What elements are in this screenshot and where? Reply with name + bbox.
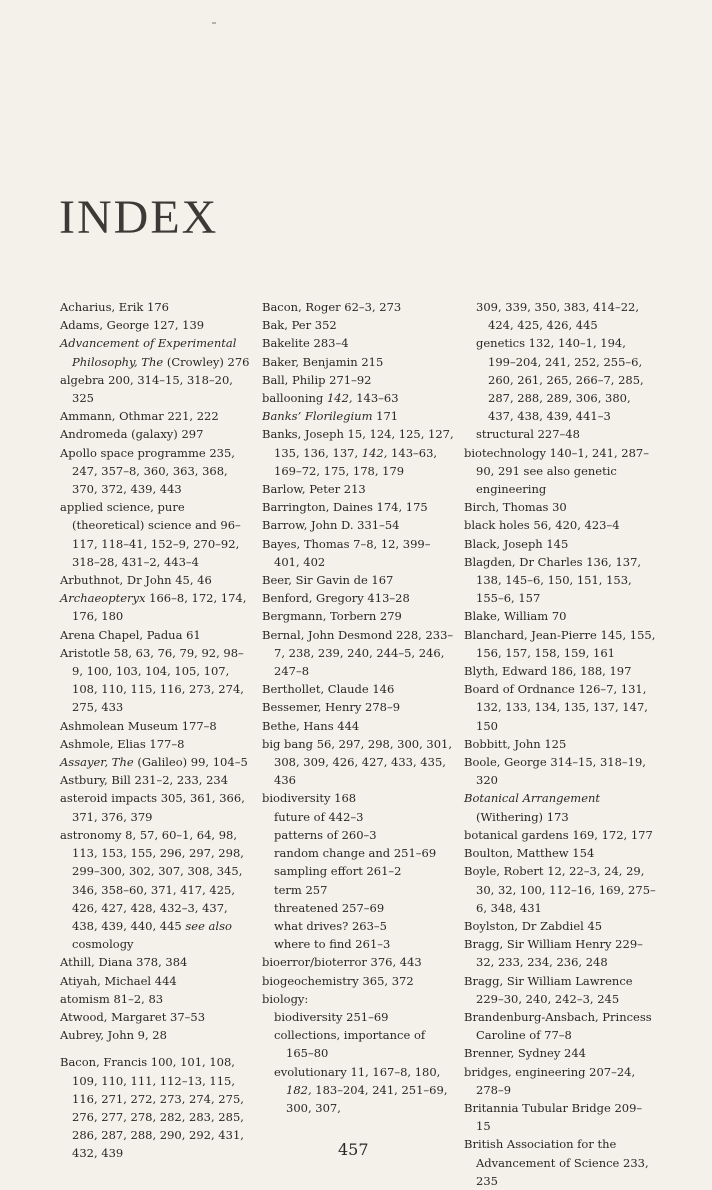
index-subentry: [262, 935, 454, 953]
entry-text: sampling effort 261–2: [274, 864, 402, 879]
index-entry: [464, 607, 656, 625]
entry-text: big bang 56, 297, 298, 300, 301, 308, 309, 426, 427, 433, 435, 436: [262, 736, 453, 788]
index-entry: [60, 371, 252, 407]
entry-text: random change and 251–69: [274, 846, 437, 861]
index-entry: [262, 480, 454, 498]
entry-text: Barlow, Peter 213: [262, 482, 366, 497]
entry-text: Bragg, Sir William Lawrence 229–30, 240, 242–3, 245: [464, 973, 633, 1006]
entry-italic-text: Advancement of Experimental: [60, 336, 237, 351]
entry-text: Ball, Philip 271–92: [262, 372, 372, 387]
index-subentry: [262, 899, 454, 917]
index-entry: [464, 826, 656, 844]
index-subentry: [262, 844, 454, 862]
index-entry: [262, 371, 454, 389]
index-entry: [464, 917, 656, 935]
entry-italic-text: 182,: [286, 1082, 312, 1097]
index-entry: [464, 844, 656, 862]
entry-text: Benford, Gregory 413–28: [262, 591, 410, 606]
index-entry: [262, 298, 454, 316]
index-entry: [262, 407, 454, 425]
entry-text: Bacon, Roger 62–3, 273: [262, 300, 402, 314]
index-entry: [464, 498, 656, 516]
entry-text: Beer, Sir Gavin de 167: [262, 573, 394, 588]
entry-text: British Association for the Advancement of Science 233, 235: [464, 1137, 649, 1188]
entry-text: ballooning: [262, 391, 327, 406]
index-column-3: [464, 298, 656, 1190]
index-entry: [60, 571, 252, 589]
index-subentry: [60, 353, 252, 371]
entry-text: Ashmolean Museum 177–8: [60, 718, 217, 733]
entry-text: Bernal, John Desmond 228, 233–7, 238, 239, 240, 244–5, 246, 247–8: [262, 627, 454, 679]
entry-text: Barrow, John D. 331–54: [262, 518, 400, 533]
entry-text: Baker, Benjamin 215: [262, 354, 384, 369]
index-entry: [464, 535, 656, 553]
index-entry: [262, 334, 454, 352]
entry-text: Barrington, Daines 174, 175: [262, 500, 428, 515]
index-entry: [464, 662, 656, 680]
index-entry: [262, 972, 454, 990]
entry-text: bioerror/bioterror 376, 443: [262, 955, 422, 970]
entry-text: Board of Ordnance 126–7, 131, 132, 133, 134, 135, 137, 147, 150: [464, 682, 648, 733]
entry-text: Aubrey, John 9, 28: [60, 1028, 167, 1043]
entry-text: Athill, Diana 378, 384: [60, 955, 188, 970]
entry-text: 183–204, 241, 251–69, 300, 307,: [286, 1082, 448, 1115]
entry-text: Brenner, Sydney 244: [464, 1046, 586, 1061]
index-subentry: [262, 826, 454, 844]
entry-text: Birch, Thomas 30: [464, 500, 567, 515]
entry-text: Blagden, Dr Charles 136, 137, 138, 145–6, 150, 151, 153, 155–6, 157: [464, 554, 642, 606]
entry-text: Adams, George 127, 139: [60, 318, 205, 333]
entry-text: Bobbitt, John 125: [464, 736, 567, 751]
index-entry: [262, 680, 454, 698]
index-entry: [60, 717, 252, 735]
entry-text: biodiversity 168: [262, 791, 357, 806]
ink-mark: [212, 22, 216, 24]
entry-text: where to find 261–3: [274, 937, 391, 952]
entry-text: Blake, William 70: [464, 609, 567, 624]
index-entry: [60, 771, 252, 789]
index-entry: [60, 990, 252, 1008]
index-entry: [262, 353, 454, 371]
page-title: INDEX: [59, 191, 219, 245]
entry-text: (Galileo) 99, 104–5: [133, 755, 248, 770]
entry-italic-text: 142,: [326, 391, 353, 406]
entry-text: 143–63, 169–72, 175, 178, 179: [274, 445, 438, 478]
index-entry: [262, 735, 454, 790]
entry-text: Apollo space programme 235, 247, 357–8, 360, 363, 368, 370, 372, 439, 443: [60, 445, 235, 497]
entry-text: what drives? 263–5: [274, 918, 387, 933]
entry-text: asteroid impacts 305, 361, 366, 371, 376, 379: [60, 791, 245, 824]
index-entry: [262, 717, 454, 735]
index-entry: [60, 444, 252, 499]
entry-text: Boulton, Matthew 154: [464, 846, 595, 861]
index-subentry: [262, 808, 454, 826]
index-entry: [262, 953, 454, 971]
entry-italic-text: Assayer, The: [60, 755, 134, 770]
index-entry: [262, 516, 454, 534]
entry-text: Blanchard, Jean-Pierre 145, 155, 156, 157, 158, 159, 161: [464, 627, 656, 660]
index-entry: [262, 698, 454, 716]
entry-text: Bacon, Francis 100, 101, 108, 109, 110, 111, 112–13, 115, 116, 271, 272, 273, 274, 275, 276, 277, 278, 282, 283, 285, 286, 287, 288, 290, 292, 431, 432, 439: [60, 1055, 244, 1161]
entry-text: (Withering) 173: [476, 809, 569, 824]
entry-text: Bayes, Thomas 7–8, 12, 399–401, 402: [262, 536, 431, 569]
index-entry: [60, 1053, 252, 1162]
index-entry: [60, 1008, 252, 1026]
index-entry: [464, 680, 656, 735]
entry-text: Acharius, Erik 176: [60, 300, 169, 314]
index-entry: [464, 935, 656, 971]
index-subentry: [262, 1063, 454, 1118]
index-entry: [60, 498, 252, 571]
index-entry: [60, 407, 252, 425]
index-subentry: [464, 808, 656, 826]
index-entry: [60, 626, 252, 644]
index-entry: [60, 334, 252, 352]
entry-italic-text: Banks’ Florilegium: [262, 409, 373, 424]
entry-text: Bak, Per 352: [262, 318, 337, 333]
index-entry: [464, 1099, 656, 1135]
entry-text: Boylston, Dr Zabdiel 45: [464, 918, 603, 933]
index-entry: [464, 1044, 656, 1062]
index-entry: [464, 972, 656, 1008]
entry-text: Arbuthnot, Dr John 45, 46: [60, 573, 212, 588]
entry-text: collections, importance of 165–80: [274, 1028, 426, 1061]
entry-text: Boole, George 314–15, 318–19, 320: [464, 755, 646, 788]
entry-text: Bergmann, Torbern 279: [262, 609, 402, 624]
index-entry: [60, 972, 252, 990]
index-entry: [262, 498, 454, 516]
entry-text: threatened 257–69: [274, 900, 385, 915]
entry-text: Astbury, Bill 231–2, 233, 234: [60, 773, 229, 788]
index-entry: [60, 826, 252, 953]
index-entry: [464, 516, 656, 534]
entry-text: Berthollet, Claude 146: [262, 682, 395, 697]
entry-text: future of 442–3: [274, 809, 364, 824]
index-entry: [464, 789, 656, 807]
entry-text: Bethe, Hans 444: [262, 718, 360, 733]
index-entry: [262, 990, 454, 1008]
entry-text: Banks, Joseph 15, 124, 125, 127, 135, 136, 137,: [262, 427, 454, 460]
index-subentry: [262, 862, 454, 880]
index-entry: [60, 644, 252, 717]
entry-text: Atwood, Margaret 37–53: [60, 1009, 206, 1024]
entry-text: algebra 200, 314–15, 318–20, 325: [60, 372, 233, 406]
entry-italic-text: Philosophy, The: [72, 354, 164, 369]
index-entry: [464, 1008, 656, 1044]
entry-text: 171: [372, 409, 399, 424]
entry-text: Ashmole, Elias 177–8: [60, 736, 185, 751]
index-entry: [464, 862, 656, 917]
entry-text: (Crowley) 276: [163, 354, 250, 369]
entry-text: botanical gardens 169, 172, 177: [464, 827, 653, 842]
index-entry: [60, 316, 252, 334]
entry-text: Brandenburg-Ansbach, Princess Caroline of 77–8: [464, 1009, 652, 1043]
entry-text: black holes 56, 420, 423–4: [464, 518, 620, 533]
index-subentry: [464, 425, 656, 443]
entry-text: Aristotle 58, 63, 76, 79, 92, 98–9, 100, 103, 104, 105, 107, 108, 110, 115, 116, 273, 274, 275, 433: [60, 645, 244, 715]
index-subentry: [262, 917, 454, 935]
index-subentry: [262, 881, 454, 899]
index-entry: [464, 1063, 656, 1099]
index-entry: [262, 607, 454, 625]
entry-text: term 257: [274, 882, 328, 897]
index-entry: [262, 389, 454, 407]
entry-text: Blyth, Edward 186, 188, 197: [464, 664, 632, 679]
entry-italic-text: 142,: [361, 445, 388, 460]
entry-text: Britannia Tubular Bridge 209–15: [464, 1100, 643, 1134]
page-number: 457: [338, 1140, 369, 1159]
entry-text: 166–8, 172, 174, 176, 180: [72, 591, 247, 624]
index-entry: [262, 535, 454, 571]
entry-text: atomism 81–2, 83: [60, 991, 164, 1006]
index-entry: [464, 753, 656, 789]
index-entry: [464, 444, 656, 499]
index-entry: [60, 589, 252, 625]
entry-text: Boyle, Robert 12, 22–3, 24, 29, 30, 32, 100, 112–16, 169, 275–6, 348, 431: [464, 864, 656, 915]
entry-text: 309, 339, 350, 383, 414–22, 424, 425, 426, 445: [476, 300, 640, 333]
entry-italic-text: see also: [185, 918, 232, 933]
entry-text: Bessemer, Henry 278–9: [262, 700, 401, 715]
index-entry: [464, 626, 656, 662]
entry-text: biology:: [262, 991, 309, 1006]
index-entry: [60, 425, 252, 443]
entry-text: Ammann, Othmar 221, 222: [60, 409, 219, 424]
index-subentry: [464, 334, 656, 425]
index-entry: [262, 571, 454, 589]
index-column-2: [262, 298, 454, 1117]
index-entry: [262, 425, 454, 480]
index-entry: [464, 553, 656, 608]
index-subentry: [262, 1008, 454, 1026]
entry-text: Andromeda (galaxy) 297: [60, 427, 204, 442]
index-entry: [60, 953, 252, 971]
index-entry: [262, 316, 454, 334]
index-entry: [60, 1026, 252, 1044]
entry-text: Bragg, Sir William Henry 229–32, 233, 234, 236, 248: [464, 937, 643, 970]
index-entry: [464, 735, 656, 753]
index-entry: [262, 789, 454, 807]
entry-text: cosmology: [72, 937, 134, 952]
entry-text: Atiyah, Michael 444: [60, 973, 177, 988]
entry-text: Bakelite 283–4: [262, 336, 349, 351]
index-entry: [60, 735, 252, 753]
index-subentry: [464, 298, 656, 334]
index-column-1: [60, 298, 252, 1163]
entry-text: genetics 132, 140–1, 194, 199–204, 241, 252, 255–6, 260, 261, 265, 266–7, 285, 287, 288, 289, 306, 380, 437, 438, 439, 441–3: [476, 336, 644, 424]
entry-text: structural 227–48: [476, 427, 580, 442]
entry-text: biodiversity 251–69: [274, 1009, 389, 1024]
entry-italic-text: Botanical Arrangement: [464, 791, 601, 806]
entry-text: astronomy 8, 57, 60–1, 64, 98, 113, 153, 155, 296, 297, 298, 299–300, 302, 307, 308, 345, 346, 358–60, 371, 417, 425, 426, 427, 428, 432–3, 437, 438, 439, 440, 445: [60, 827, 244, 933]
entry-text: biogeochemistry 365, 372: [262, 973, 414, 988]
index-entry: [60, 789, 252, 825]
entry-text: biotechnology 140–1, 241, 287–90, 291 see also genetic engineering: [464, 445, 649, 497]
entry-text: bridges, engineering 207–24, 278–9: [464, 1064, 636, 1097]
index-entry: [262, 626, 454, 681]
entry-text: Black, Joseph 145: [464, 536, 569, 551]
index-entry: [60, 298, 252, 316]
entry-text: evolutionary 11, 167–8, 180,: [274, 1064, 441, 1079]
index-entry: [262, 589, 454, 607]
index-entry: [464, 1135, 656, 1190]
entry-text: Arena Chapel, Padua 61: [60, 627, 201, 642]
entry-text: applied science, pure (theoretical) science and 96–117, 118–41, 152–9, 270–92, 318–28, 431–2, 443–4: [60, 500, 241, 569]
entry-text: patterns of 260–3: [274, 827, 377, 842]
index-subentry: [262, 1026, 454, 1062]
index-entry: [60, 753, 252, 771]
entry-text: 143–63: [352, 391, 399, 406]
entry-italic-text: Archaeopteryx: [60, 591, 146, 606]
